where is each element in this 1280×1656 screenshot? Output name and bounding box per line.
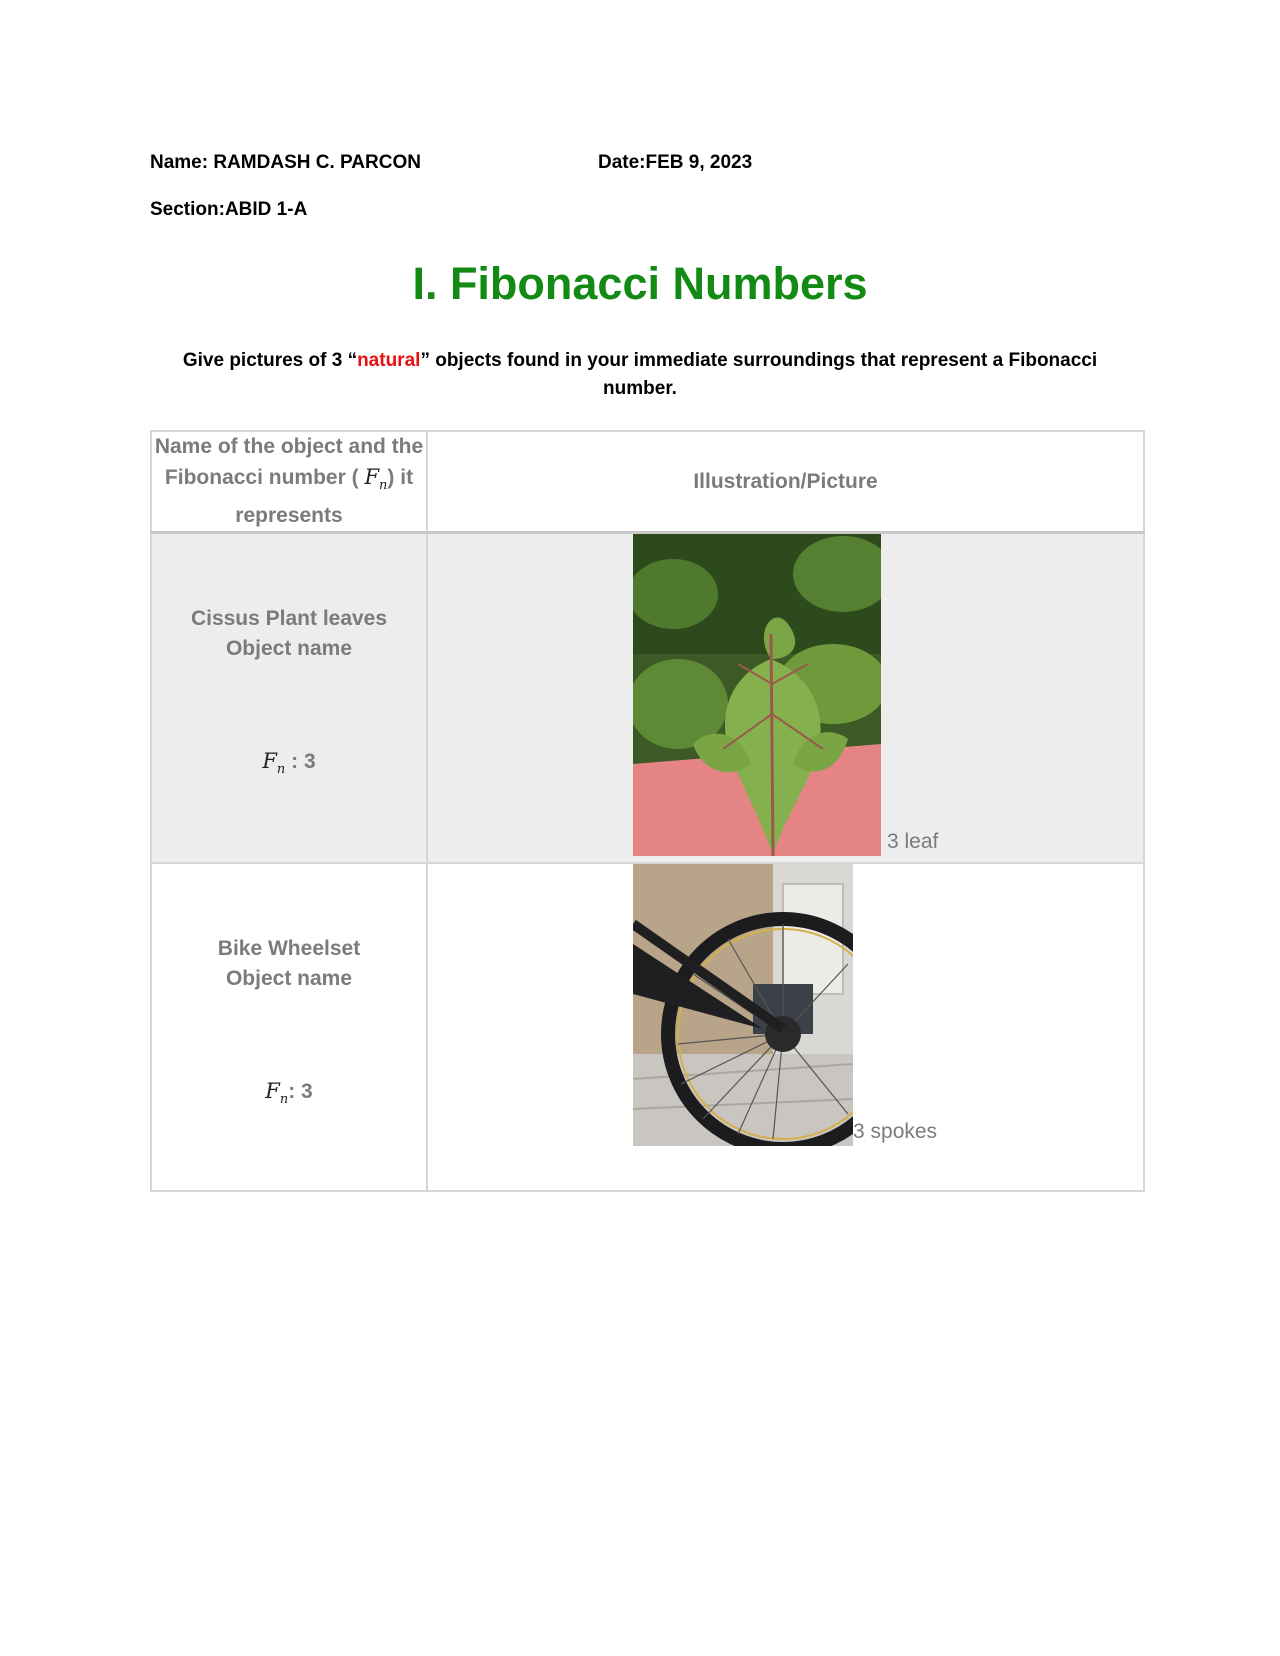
date: Date:FEB 9, 2023 — [598, 152, 753, 173]
header-left-text-end: ) it represents — [235, 466, 414, 528]
picture-caption: 3 leaf — [887, 830, 939, 854]
table-header-row — [151, 431, 1144, 533]
header-object-column — [151, 431, 427, 533]
header-picture-column: Illustration/Picture — [427, 431, 1144, 533]
picture-cell — [427, 533, 1144, 864]
instruction-highlight: natural — [357, 350, 421, 371]
instruction — [150, 347, 1130, 403]
object-name-label: Object name — [225, 637, 353, 661]
object-name: Cissus Plant leaves — [190, 607, 388, 631]
picture-caption: 3 spokes — [853, 1120, 938, 1144]
section: Section:ABID 1-A — [150, 199, 308, 220]
instruction-text-after: ” objects found in your immediate surroundings that represent a Fibonacci number. — [420, 350, 1098, 399]
page-title: I. Fibonacci Numbers — [412, 258, 868, 309]
fn-symbol: $F_n$ — [364, 465, 388, 494]
header-left-text: Name of the object and the Fibonacci number ( — [154, 435, 424, 489]
object-cell — [151, 863, 427, 1191]
object-cell — [151, 533, 427, 864]
bike-wheel-photo — [633, 864, 853, 1146]
object-name: Bike Wheelset — [217, 937, 361, 961]
fibonacci-value: $F_n$: 3 — [265, 1079, 313, 1108]
fibonacci-table — [150, 430, 1145, 1192]
table-row — [151, 863, 1144, 1191]
fibonacci-value: $F_n$ : 3 — [262, 749, 316, 778]
object-name-label: Object name — [225, 967, 353, 991]
student-name: Name: RAMDASH C. PARCON — [150, 152, 421, 173]
table-row — [151, 533, 1144, 864]
leaf-photo — [633, 534, 881, 856]
instruction-text-before: Give pictures of 3 “ — [182, 350, 358, 371]
picture-cell — [427, 863, 1144, 1191]
